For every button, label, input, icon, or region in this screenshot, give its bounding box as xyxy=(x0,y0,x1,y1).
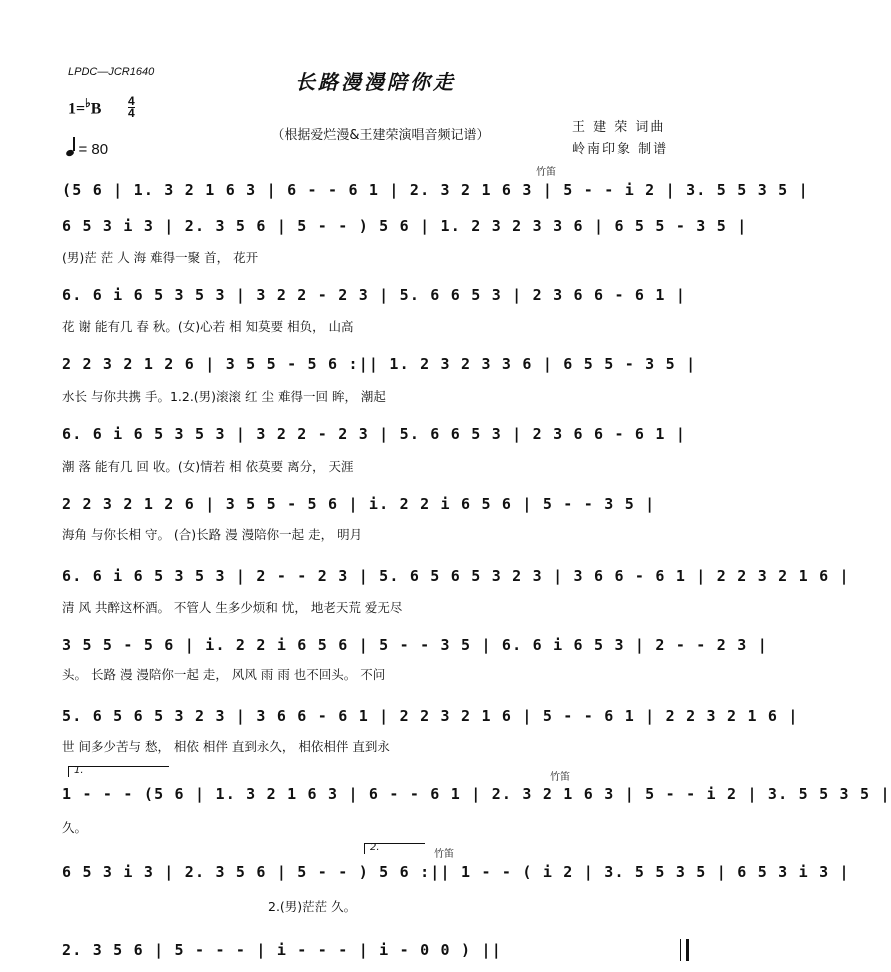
score-row-9-lyrics: 世 间多少苦与 愁， 相依 相伴 直到永久， 相依相伴 直到永 xyxy=(62,739,390,754)
score-row-8-lyrics: 头。 长路 漫 漫陪你一起 走， 风风 雨 雨 也不回头。 不问 xyxy=(62,667,386,682)
score-row-10-lyrics: 久。 xyxy=(62,820,88,835)
score-row-5-notes: 6. 6 i 6 5 3 5 3 | 3 2 2 - 2 3 | 5. 6 6 5 3 | 2 3 6 6 - 6 1 | xyxy=(62,425,687,443)
catalog-id: LPDC—JCR1640 xyxy=(68,66,155,78)
score-row-9-notes: 5. 6 5 6 5 3 2 3 | 3 6 6 - 6 1 | 2 2 3 2 1 6 | 5 - - 6 1 | 2 2 3 2 1 6 | xyxy=(62,707,799,725)
instrument-label-flute-1: 竹笛 xyxy=(536,167,556,178)
flat-symbol: ♭ xyxy=(85,96,91,110)
score-row-3-notes: 6. 6 i 6 5 3 5 3 | 3 2 2 - 2 3 | 5. 6 6 5 3 | 2 3 6 6 - 6 1 | xyxy=(62,286,687,304)
score-row-8-notes: 3 5 5 - 5 6 | i. 2 2 i 6 5 6 | 5 - - 3 5 | 6. 6 i 6 5 3 | 2 - - 2 3 | xyxy=(62,636,768,654)
score-row-6-notes: 2 2 3 2 1 2 6 | 3 5 5 - 5 6 | i. 2 2 i 6 5 6 | 5 - - 3 5 | xyxy=(62,495,656,513)
tempo-marking xyxy=(66,140,108,158)
final-barline xyxy=(680,939,689,961)
score-row-7-lyrics: 清 风 共醉这杯酒。 不管人 生多少烦和 忧， 地老天荒 爱无尽 xyxy=(62,600,403,615)
tempo-value: = 80 xyxy=(78,141,109,158)
time-signature-top: 4 xyxy=(128,94,135,108)
note-stem-icon xyxy=(73,137,75,151)
instrument-label-flute-3: 竹笛 xyxy=(434,849,454,860)
score-row-5-lyrics: 潮 落 能有几 回 收。(女)情若 相 依莫要 离分， 天涯 xyxy=(62,459,354,474)
score-row-11-lyrics: 2.(男)茫茫 久。 xyxy=(268,899,357,914)
score-row-2-notes: 6 5 3 i 3 | 2. 3 5 6 | 5 - - ) 5 6 | 1. 2 3 2 3 3 6 | 6 5 5 - 3 5 | xyxy=(62,217,748,235)
key-note: B xyxy=(90,100,102,118)
score-row-2-lyrics: (男)茫 茫 人 海 难得一聚 首， 花开 xyxy=(62,250,259,265)
score-row-4-lyrics: 水长 与你共携 手。1.2.(男)滚滚 红 尘 难得一回 眸， 潮起 xyxy=(62,389,386,404)
score-row-12-notes: 2. 3 5 6 | 5 - - - | i - - - | i - 0 0 ) || xyxy=(62,941,502,959)
score-row-3-lyrics: 花 谢 能有几 春 秋。(女)心若 相 知莫要 相负， 山高 xyxy=(62,319,354,334)
instrument-label-flute-2: 竹笛 xyxy=(550,772,570,783)
score-row-11-notes: 6 5 3 i 3 | 2. 3 5 6 | 5 - - ) 5 6 :|| 1 - - ( i 2 | 3. 5 5 3 5 | 6 5 3 i 3 | xyxy=(62,863,850,881)
score-row-7-notes: 6. 6 i 6 5 3 5 3 | 2 - - 2 3 | 5. 6 5 6 5 3 2 3 | 3 6 6 - 6 1 | 2 2 3 2 1 6 | xyxy=(62,567,850,585)
score-row-1-notes: (5 6 | 1. 3 2 1 6 3 | 6 - - 6 1 | 2. 3 2 1 6 3 | 5 - - i 2 | 3. 5 5 3 5 | xyxy=(62,181,809,199)
time-signature xyxy=(128,96,135,119)
key-label: 1= xyxy=(68,100,86,118)
score-row-10-notes: 1 - - - (5 6 | 1. 3 2 1 6 3 | 6 - - 6 1 | 2. 3 2 1 6 3 | 5 - - i 2 | 3. 5 5 3 5 | xyxy=(62,785,891,803)
score-row-6-lyrics: 海角 与你长相 守。 (合)长路 漫 漫陪你一起 走， 明月 xyxy=(62,527,363,542)
volta-second-label: 2. xyxy=(370,842,380,853)
credit-notation: 岭南印象 制谱 xyxy=(572,142,669,157)
score-row-4-notes: 2 2 3 2 1 2 6 | 3 5 5 - 5 6 :|| 1. 2 3 2 3 3 6 | 6 5 5 - 3 5 | xyxy=(62,355,697,373)
key-signature xyxy=(68,96,101,118)
time-signature-bottom: 4 xyxy=(128,106,135,120)
song-subtitle: （根据爱烂漫&王建荣演唱音频记谱） xyxy=(271,128,490,143)
song-title: 长路漫漫陪你走 xyxy=(295,70,456,94)
volta-first-label: 1. xyxy=(74,765,84,776)
credit-lyrics-music: 王 建 荣 词曲 xyxy=(572,120,666,135)
